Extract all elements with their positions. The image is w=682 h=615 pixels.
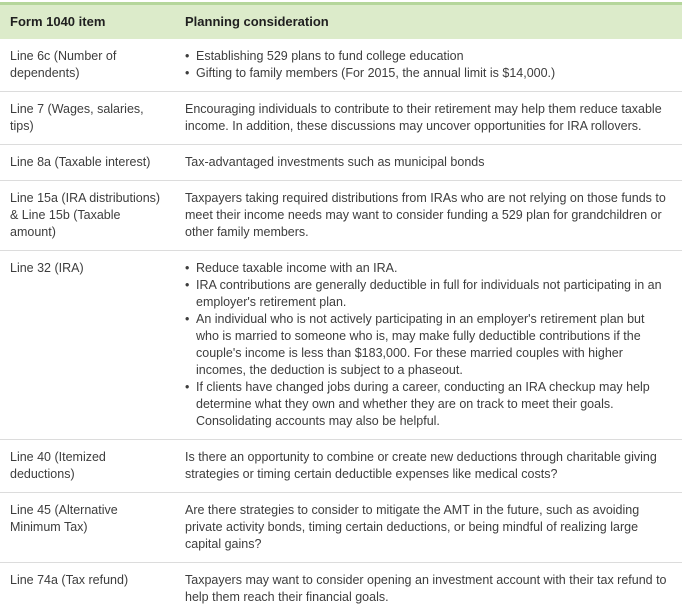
consideration-cell [175, 39, 682, 91]
table-row [0, 439, 682, 492]
table-row [0, 91, 682, 144]
consideration-text: Are there strategies to consider to mitigate the AMT in the future, such as avoiding private activity bonds, timing certain deductions, or being mindful of realizing large capital gains? [185, 503, 640, 551]
table-row [0, 492, 682, 562]
consideration-bullet-list [185, 48, 668, 82]
consideration-text: Taxpayers taking required distributions from IRAs who are not relying on those funds to meet their income needs may want to consider funding a 529 plan for grandchildren or other family members. [185, 191, 666, 239]
header-form-1040-item: Form 1040 item [10, 14, 106, 29]
bullet-item: • Gifting to family members (For 2015, the annual limit is $14,000.) [185, 65, 668, 82]
bullet-item: • Reduce taxable income with an IRA. [185, 260, 668, 277]
form-item-cell: Line 74a (Tax refund) [10, 573, 129, 587]
consideration-cell [175, 181, 682, 250]
table-row [0, 250, 682, 439]
consideration-cell [175, 145, 682, 180]
form-item-cell: Line 45 (Alternative Minimum Tax) [10, 503, 118, 534]
table-row [0, 562, 682, 615]
bullet-item: • Establishing 529 plans to fund college education [185, 48, 668, 65]
bullet-item: • If clients have changed jobs during a career, conducting an IRA checkup may help determine what they own and whether they are on track to meet their goals. Consolidating accounts may also be helpful. [185, 379, 668, 430]
table-row [0, 180, 682, 250]
form-item-cell: Line 32 (IRA) [10, 261, 84, 275]
table-row [0, 144, 682, 180]
bullet-item: • IRA contributions are generally deductible in full for individuals not participating in an employer's retirement plan. [185, 277, 668, 311]
consideration-cell [175, 440, 682, 492]
consideration-text: Taxpayers may want to consider opening an investment account with their tax refund to help them reach their financial goals. [185, 573, 667, 604]
consideration-bullet-list [185, 260, 668, 430]
consideration-text: Tax-advantaged investments such as municipal bonds [185, 155, 485, 169]
consideration-text: Encouraging individuals to contribute to their retirement may help them reduce taxable income. In addition, these discussions may uncover opportunities for IRA rollovers. [185, 102, 662, 133]
form-item-cell: Line 40 (Itemized deductions) [10, 450, 106, 481]
consideration-cell [175, 251, 682, 439]
header-planning-consideration: Planning consideration [185, 14, 329, 29]
table-body [0, 39, 682, 615]
consideration-cell [175, 493, 682, 562]
table-header-row [0, 2, 682, 39]
form-item-cell: Line 6c (Number of dependents) [10, 49, 117, 80]
tax-planning-table [0, 2, 682, 615]
form-item-cell: Line 8a (Taxable interest) [10, 155, 151, 169]
consideration-cell [175, 563, 682, 615]
bullet-item: • An individual who is not actively participating in an employer's retirement plan but who is married to someone who is, may make fully deductible contributions if the couple's income is less than $183,000. For these married couples with higher incomes, the deduction is subject to a phaseout. [185, 311, 668, 379]
form-item-cell: Line 15a (IRA distributions) & Line 15b (Taxable amount) [10, 191, 161, 239]
table-row [0, 39, 682, 91]
consideration-cell [175, 92, 682, 144]
form-item-cell: Line 7 (Wages, salaries, tips) [10, 102, 144, 133]
consideration-text: Is there an opportunity to combine or create new deductions through charitable giving strategies or timing certain deductible expenses like medical costs? [185, 450, 657, 481]
